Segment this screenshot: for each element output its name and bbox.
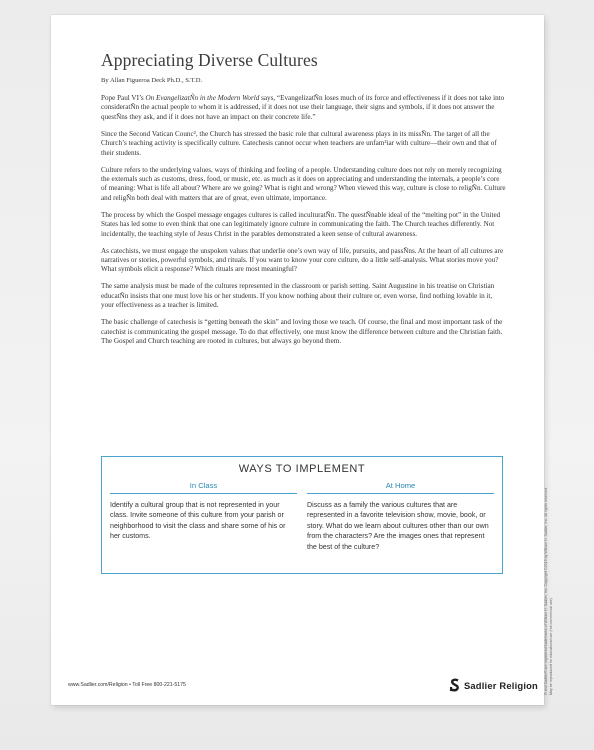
at-home-header: At Home xyxy=(307,481,494,494)
ways-to-implement-box xyxy=(101,456,503,574)
in-class-header: In Class xyxy=(110,481,297,494)
paragraph-4: The process by which the Gospel message engages cultures is called inculturatÑn. The questÑnable ideal of the “melting pot” in the United States has led some to even think that one can legitimately ignore culture in communicating the faith. The Church teaches differently. Not incidentally, the teaching style of Jesus Christ in the parables demonstrated a keen sense of cultural awareness. xyxy=(101,210,501,238)
paragraph-3: Culture refers to the underlying values, ways of thinking and feeling of a people. Understanding culture does not rely on merely recognizing the externals such as customs, dress, food, or music, etc. as much as it does on appreciating and understanding the internals, a people’s core of meaning: What is life all about? Where are we going? What is right and wrong? When viewed this way, culture is close to religÑn. Culture and religÑn both deal with matters that are of great, even ultimate, importance. xyxy=(101,165,506,202)
at-home-column xyxy=(307,481,494,552)
footer-contact: www.Sadlier.com/Religion • Toll Free 800-221-5175 xyxy=(68,682,186,688)
paragraph-5: As catechists, we must engage the unspoken values that underlie one’s own way of life, pursuits, and passÑns. At the heart of all cultures are narratives or stories, powerful symbols, and rituals. If you want to know your core culture, do a little self-analysis. What stories move you? What symbols elicit a response? Which rituals are most meaningful? xyxy=(101,246,504,274)
in-class-column xyxy=(110,481,297,552)
copyright-side-note xyxy=(544,285,554,705)
in-class-text: Identify a cultural group that is not represented in your class. Invite someone of this culture from your parish or neighborhood to visit the class and share some of his or her customs. xyxy=(110,501,286,541)
paragraph-1 xyxy=(101,94,507,122)
cited-work-title: On EvangelizatÑn in the Modern World xyxy=(145,94,260,102)
ways-title: WAYS TO IMPLEMENT xyxy=(238,463,366,475)
paragraph-2: Since the Second Vatican Counc², the Church has stressed the basic role that cultural awareness plays in its missÑn. The target of all the Church’s teaching activity is specifically culture. Catechesis cannot occur when teachers are unfam²iar with culture—their own and that of their students. xyxy=(101,129,497,157)
copyright-line: ® and Sadlier® are registered trademarks of William H. Sadlier, Inc. Copyright ©2015 by William H. Sadlier, Inc. All rights reserved. xyxy=(544,487,548,695)
sadlier-s-icon xyxy=(449,678,461,692)
sadlier-religion-logo xyxy=(449,678,538,692)
at-home-text: Discuss as a family the various cultures that are represented in a favorite television show, movie, book, or story. What do we learn about cultures other than our own from the characters? Are the images ones that represent the best of the culture? xyxy=(307,501,489,551)
paragraph-1-suffix: says, “EvangelizatÑn loses much of its force and effectiveness if it does not take into consideratÑn the actual people to whom it is addressed, if it does not use their language, their signs and symbols, if it does not answer the questÑns they ask, and if it does not have an impact on their concrete life.” xyxy=(101,94,505,121)
worksheet-page xyxy=(51,15,553,705)
paragraph-6: The same analysis must be made of the cultures represented in the classroom or parish setting. Saint Augustine in his treatise on Christian educatÑn insists that one must love his or her students. If you know nothing about their culture or, even worse, find nothing lovable in it, your effectiveness as a teacher is limited. xyxy=(101,282,495,310)
ways-columns xyxy=(102,477,502,552)
paragraph-7: The basic challenge of catechesis is “getting beneath the skin” and loving those we teach. Of course, the final and most important task of the catechist is communicating the gospel message. To do that effectively, one must know the difference between culture and the Christian faith. The Gospel and Church teaching are rooted in cultures, but always go beyond them. xyxy=(101,318,503,345)
article xyxy=(101,50,507,354)
page-title: Appreciating Diverse Cultures xyxy=(101,50,318,70)
logo-text: Sadlier Religion xyxy=(463,679,538,691)
author-byline: By Allan Figueroa Deck Ph.D., S.T.D. xyxy=(101,77,203,84)
reproduction-line: May be reproduced for educational use (not commercial use). xyxy=(549,597,553,695)
page-footer xyxy=(68,678,538,692)
paragraph-1-prefix: Pope Paul VI’s xyxy=(101,94,146,102)
